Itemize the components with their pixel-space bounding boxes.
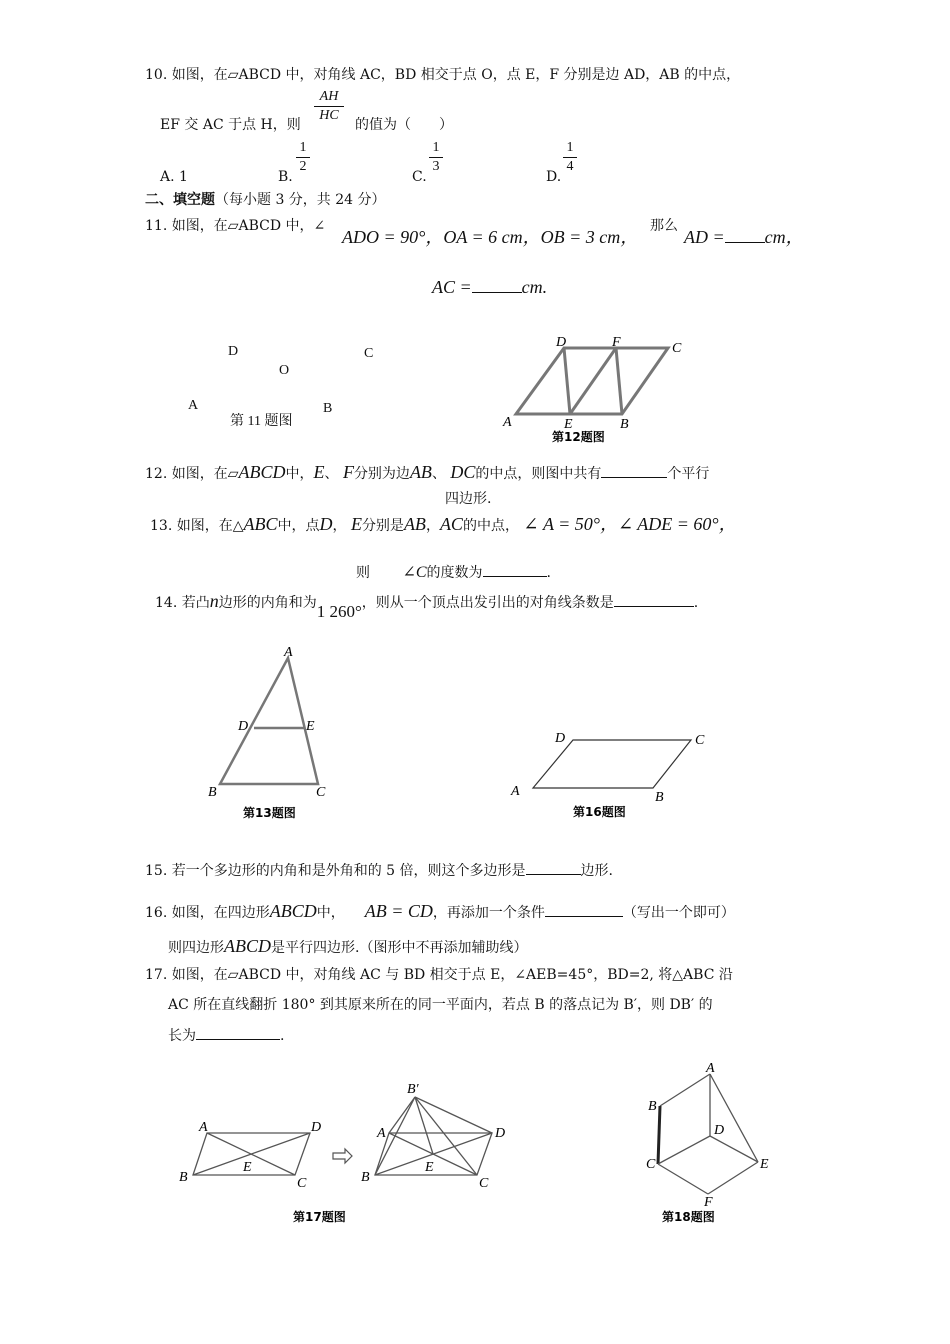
q13-text-a: 13. 如图，在△ [150, 518, 244, 534]
q13-then: 则 [356, 565, 370, 581]
q11-ad-blank[interactable] [725, 242, 765, 243]
q13-ac: AC [439, 514, 463, 534]
fig17-arrow-icon [333, 1149, 352, 1163]
fig18-cf [658, 1164, 708, 1194]
q15-blank[interactable] [526, 874, 581, 875]
fig13-label-c: C [316, 785, 326, 800]
section-note: （每小题 3 分，共 24 分） [215, 192, 386, 208]
figure-13 [200, 640, 350, 825]
q13-abc: ABC [243, 514, 278, 534]
q10-line1: 10. 如图，在▱ABCD 中，对角线 AC，BD 相交于点 O，点 E，F 分别是边 AD，AB 的中点， [145, 67, 741, 83]
q10-frac-num: AH [319, 89, 339, 104]
q16-line2 [168, 937, 527, 957]
fig11-label-c: C [364, 346, 374, 361]
q17-blank[interactable] [196, 1039, 280, 1040]
fig17-bp-d [415, 1097, 492, 1133]
fig17-right-label-e: E [425, 1160, 434, 1175]
q11-ac-lhs: AC = [432, 277, 472, 297]
figure-17 [175, 1075, 525, 1230]
q11-ad-unit: cm， [764, 227, 804, 247]
q12-abcd: ABCD [238, 462, 286, 482]
q16-line1 [145, 902, 735, 922]
fig16-label-b: B [655, 790, 664, 805]
q11-ac-unit: cm. [521, 277, 548, 297]
q10-frac-den: HC [319, 108, 339, 123]
q10-option-d-label: D. [546, 169, 562, 185]
q11-ad-lhs: AD = [684, 227, 725, 247]
fig16-label-d: D [555, 731, 566, 746]
q13-line2 [356, 564, 551, 582]
fig16-quadrilateral [533, 740, 691, 788]
figure-12 [500, 332, 700, 447]
section-heading [145, 191, 386, 209]
q13-end: . [546, 565, 551, 581]
q14-text-b: 边形的内角和为 [218, 595, 317, 611]
fig11-label-o: O [279, 363, 290, 378]
q14-value: 1 260° [316, 602, 362, 621]
q10-optc-den: 3 [432, 159, 440, 174]
q12-blank[interactable] [601, 477, 667, 478]
q12-text-b: 中， [285, 466, 314, 482]
fig17-left-label-b: B [179, 1170, 188, 1185]
fig18-label-a: A [706, 1061, 715, 1076]
q16-line2-a: 则四边形 [168, 940, 224, 956]
q10-optc-num: 1 [432, 140, 440, 155]
fig11-label-a: A [188, 398, 199, 413]
q12-e: E [313, 462, 325, 482]
q10-line2a: EF 交 AC 于点 H，则 [160, 117, 301, 133]
fig17-left-label-c: C [297, 1176, 307, 1191]
fig18-label-c: C [646, 1157, 656, 1172]
fig17-bp-e [415, 1097, 433, 1154]
fig12-label-a: A [503, 415, 512, 430]
fig17-caption: 第17题图 [293, 1210, 346, 1224]
fig12-label-f: F [612, 335, 621, 350]
fig12-label-b: B [620, 417, 629, 432]
q16-text-c: ，再添加一个条件 [432, 905, 545, 921]
q16-line2-b: 是平行四边形.（图形中不再添加辅助线） [271, 940, 528, 956]
fig12-line-fe [570, 348, 616, 414]
q14-blank[interactable] [614, 606, 694, 607]
q16-blank[interactable] [545, 916, 623, 917]
q10-optd-den: 4 [566, 159, 574, 174]
q13-e: E [350, 514, 362, 534]
fig16-label-c: C [695, 733, 705, 748]
fig13-label-e: E [306, 719, 315, 734]
section-title: 二、填空题 [145, 192, 215, 208]
q12-sep2: 、 [431, 466, 446, 482]
q13-text-g: 的度数为 [426, 565, 483, 581]
q12-text-e: 个平行 [667, 466, 710, 482]
q12-line2: 四边形. [445, 491, 492, 507]
fig17-bp-a [389, 1097, 415, 1133]
q17-line3-b: . [280, 1028, 285, 1044]
q12-sep: 、 [324, 466, 339, 482]
q13-angle-c: ∠C [402, 564, 427, 581]
q15-text-b: 边形. [580, 863, 613, 879]
fig18-label-d: D [714, 1123, 725, 1138]
fig12-label-c: C [672, 341, 682, 356]
q15-line [145, 862, 613, 880]
q13-condition: ∠ A = 50°，∠ ADE = 60°， [523, 514, 737, 534]
fig13-triangle [220, 658, 318, 784]
q16-text-b: 中， [316, 905, 345, 921]
fig18-cd [658, 1136, 710, 1164]
q11-ac [432, 278, 547, 296]
fig17-right-label-b: B [361, 1170, 370, 1185]
q17-line1: 17. 如图，在▱ABCD 中，对角线 AC 与 BD 相交于点 E，∠AEB=45°，BD=2, 将△ABC 沿 [145, 967, 733, 983]
q13-d: D [319, 514, 333, 534]
q17-line2: AC 所在直线翻折 180° 到其原来所在的同一平面内，若点 B 的落点记为 B′，则 DB′ 的 [168, 997, 713, 1013]
q14-text-a: 14. 若凸 [155, 595, 210, 611]
q12-text-a: 12. 如图，在▱ [145, 466, 239, 482]
q10-option-c-frac [429, 140, 443, 175]
fig11-label-b: B [323, 401, 333, 416]
fig12-line-de [564, 348, 570, 414]
fig17-right-label-d: D [495, 1126, 506, 1141]
figure-18 [630, 1058, 790, 1228]
q10-optb-num: 1 [299, 140, 307, 155]
fig17-right-label-a: A [377, 1126, 386, 1141]
fig16-label-a: A [511, 784, 520, 799]
fig11-caption: 第 11 题图 [230, 414, 293, 429]
q10-option-d-frac [563, 140, 577, 175]
q13-text-f: 的中点， [462, 518, 519, 534]
fig11-label-d: D [228, 344, 239, 359]
fig13-label-b: B [208, 785, 217, 800]
q17-line3-a: 长为 [168, 1028, 196, 1044]
fig17-left-label-e: E [243, 1160, 252, 1175]
q10-fraction [314, 89, 344, 124]
q11-then: 那么 [650, 218, 678, 234]
figure-16 [505, 725, 715, 825]
q13-text-e: ， [425, 518, 440, 534]
q10-line2b: 的值为（ ） [355, 117, 453, 133]
q16-text-a: 16. 如图，在四边形 [145, 905, 270, 921]
fig18-bc [658, 1106, 660, 1164]
fig13-label-d: D [238, 719, 249, 734]
fig12-caption: 第12题图 [552, 430, 605, 444]
fig18-label-e: E [760, 1157, 769, 1172]
q11-ad [684, 228, 804, 246]
fig12-label-d: D [556, 335, 567, 350]
q10-option-c-label: C. [412, 169, 427, 185]
q16-abcd: ABCD [269, 901, 317, 921]
q14-end: . [693, 595, 699, 611]
fig12-label-e: E [564, 417, 573, 432]
q10-option-a: A. 1 [160, 169, 188, 185]
fig17-left-label-d: D [311, 1120, 322, 1135]
q13-text-c: ， [332, 518, 347, 534]
q14-line [155, 591, 699, 621]
q10-optb-den: 2 [299, 159, 307, 174]
q11-prefix: 11. 如图，在▱ABCD 中，∠ [145, 218, 326, 234]
fig13-label-a: A [284, 645, 293, 660]
q12-f: F [342, 462, 354, 482]
q11-ac-blank[interactable] [472, 292, 522, 293]
q10-option-b-frac [296, 140, 310, 175]
fig17-left-label-a: A [199, 1120, 208, 1135]
q13-line1 [150, 515, 737, 535]
q13-text-b: 中，点 [277, 518, 320, 534]
q12-text-c: 分别为边 [353, 466, 410, 482]
q13-text-d: 分别是 [361, 518, 404, 534]
fig18-label-b: B [648, 1099, 657, 1114]
q16-condition: AB = CD [364, 901, 433, 921]
fig13-caption: 第13题图 [243, 806, 296, 820]
fig17-label-b-prime: B′ [407, 1082, 419, 1097]
fig17-right-label-c: C [479, 1176, 489, 1191]
fig12-line-fb [616, 348, 622, 414]
fig18-caption: 第18题图 [662, 1210, 715, 1224]
q12-dc: DC [450, 462, 476, 482]
fig18-label-f: F [704, 1195, 713, 1210]
fig18-ab [660, 1074, 710, 1106]
q11-expr1: ADO = 90°，OA = 6 cm，OB = 3 cm， [342, 227, 639, 247]
q12-ab: AB [409, 462, 432, 482]
fig18-fe [708, 1162, 758, 1194]
q15-text-a: 15. 若一个多边形的内角和是外角和的 5 倍，则这个多边形是 [145, 863, 526, 879]
q17-line3 [168, 1027, 284, 1045]
q16-abcd-2: ABCD [224, 936, 271, 956]
q16-text-d: （写出一个即可） [622, 905, 735, 921]
fig16-caption: 第16题图 [573, 805, 626, 819]
q14-n: n [209, 591, 219, 611]
q14-text-c: ，则从一个顶点出发引出的对角线条数是 [361, 595, 614, 611]
q12-line1 [145, 463, 709, 483]
q10-optd-num: 1 [566, 140, 574, 155]
q10-option-b-label: B. [278, 169, 293, 185]
q13-blank[interactable] [483, 576, 547, 577]
q13-ab: AB [403, 514, 426, 534]
q12-text-d: 的中点，则图中共有 [475, 466, 602, 482]
